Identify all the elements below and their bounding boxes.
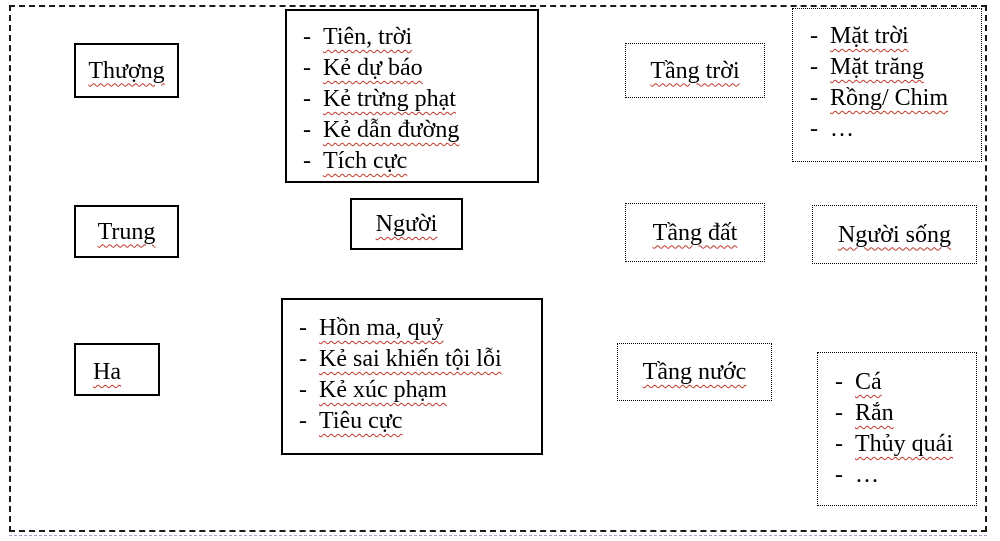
list-item-text: … — [855, 462, 879, 488]
dash-mark: - — [303, 24, 311, 50]
dash-mark: - — [299, 346, 307, 372]
list-item-text: Kẻ dự báo — [323, 55, 423, 81]
list-item-text: Hồn ma, quỷ — [319, 315, 444, 341]
layer-sky-label: Tầng trời — [650, 57, 740, 84]
list-item — [810, 21, 981, 52]
lower-roles-list — [299, 313, 541, 437]
dash-mark: - — [835, 400, 843, 426]
list-item-text: Rắn — [855, 400, 894, 426]
frame-bottom-line — [9, 535, 987, 536]
list-item-text: Tiêu cực — [319, 408, 403, 434]
list-item-text: Tiên, trời — [323, 24, 413, 50]
dash-mark: - — [299, 408, 307, 434]
list-item — [303, 53, 537, 84]
earth-beings-box — [812, 205, 977, 264]
level-trung-box — [74, 205, 179, 258]
list-item-text: Cá — [855, 369, 882, 395]
list-item — [299, 344, 541, 375]
sky-beings-box — [792, 8, 982, 162]
dash-mark: - — [303, 117, 311, 143]
list-item — [835, 398, 976, 429]
dash-mark: - — [303, 86, 311, 112]
list-item-text: … — [830, 116, 854, 142]
list-item-text: Kẻ xúc phạm — [319, 377, 447, 403]
level-ha-label: Ha — [93, 359, 121, 385]
upper-roles-list — [303, 22, 537, 177]
middle-role-box — [350, 198, 463, 250]
dash-mark: - — [810, 116, 818, 142]
list-item-text: Rồng/ Chim — [830, 85, 949, 111]
sky-beings-list — [810, 21, 981, 145]
list-item — [303, 115, 537, 146]
middle-role-label: Người — [375, 211, 438, 237]
dash-mark: - — [835, 431, 843, 457]
list-item — [835, 367, 976, 398]
dash-mark: - — [299, 377, 307, 403]
list-item-text: Thủy quái — [855, 431, 953, 457]
dash-mark: - — [303, 55, 311, 81]
dash-mark: - — [835, 462, 843, 488]
layer-water-box — [617, 343, 772, 401]
layer-earth-label: Tầng đất — [652, 219, 738, 246]
list-item-text: Mặt trăng — [830, 54, 924, 80]
dash-mark: - — [810, 23, 818, 49]
level-trung-label: Trung — [97, 218, 156, 245]
list-item-text: Mặt trời — [830, 23, 909, 49]
list-item — [303, 84, 537, 115]
list-item — [810, 83, 981, 114]
layer-earth-box — [625, 203, 765, 262]
dash-mark: - — [810, 85, 818, 111]
list-item-text: Tích cực — [323, 148, 408, 174]
dash-mark: - — [810, 54, 818, 80]
dash-mark: - — [303, 148, 311, 174]
list-item — [299, 406, 541, 437]
layer-sky-box — [625, 43, 765, 98]
upper-roles-box — [285, 9, 539, 183]
dash-mark: - — [299, 315, 307, 341]
list-item — [810, 114, 981, 145]
list-item-text: Kẻ trừng phạt — [323, 86, 456, 112]
water-beings-list — [835, 367, 976, 491]
dash-mark: - — [835, 369, 843, 395]
level-ha-box — [74, 343, 160, 396]
list-item-text: Kẻ dẫn đường — [323, 117, 460, 143]
lower-roles-box — [281, 298, 543, 455]
water-beings-box — [817, 352, 977, 506]
level-thuong-box — [74, 43, 179, 98]
list-item — [810, 52, 981, 83]
list-item — [303, 146, 537, 177]
level-thuong-label: Thượng — [88, 57, 165, 84]
earth-beings-label: Người sống — [837, 221, 952, 248]
list-item — [299, 375, 541, 406]
list-item — [835, 460, 976, 491]
list-item — [835, 429, 976, 460]
layer-water-label: Tầng nước — [642, 359, 747, 385]
list-item — [303, 22, 537, 53]
list-item — [299, 313, 541, 344]
list-item-text: Kẻ sai khiến tội lỗi — [319, 346, 502, 372]
